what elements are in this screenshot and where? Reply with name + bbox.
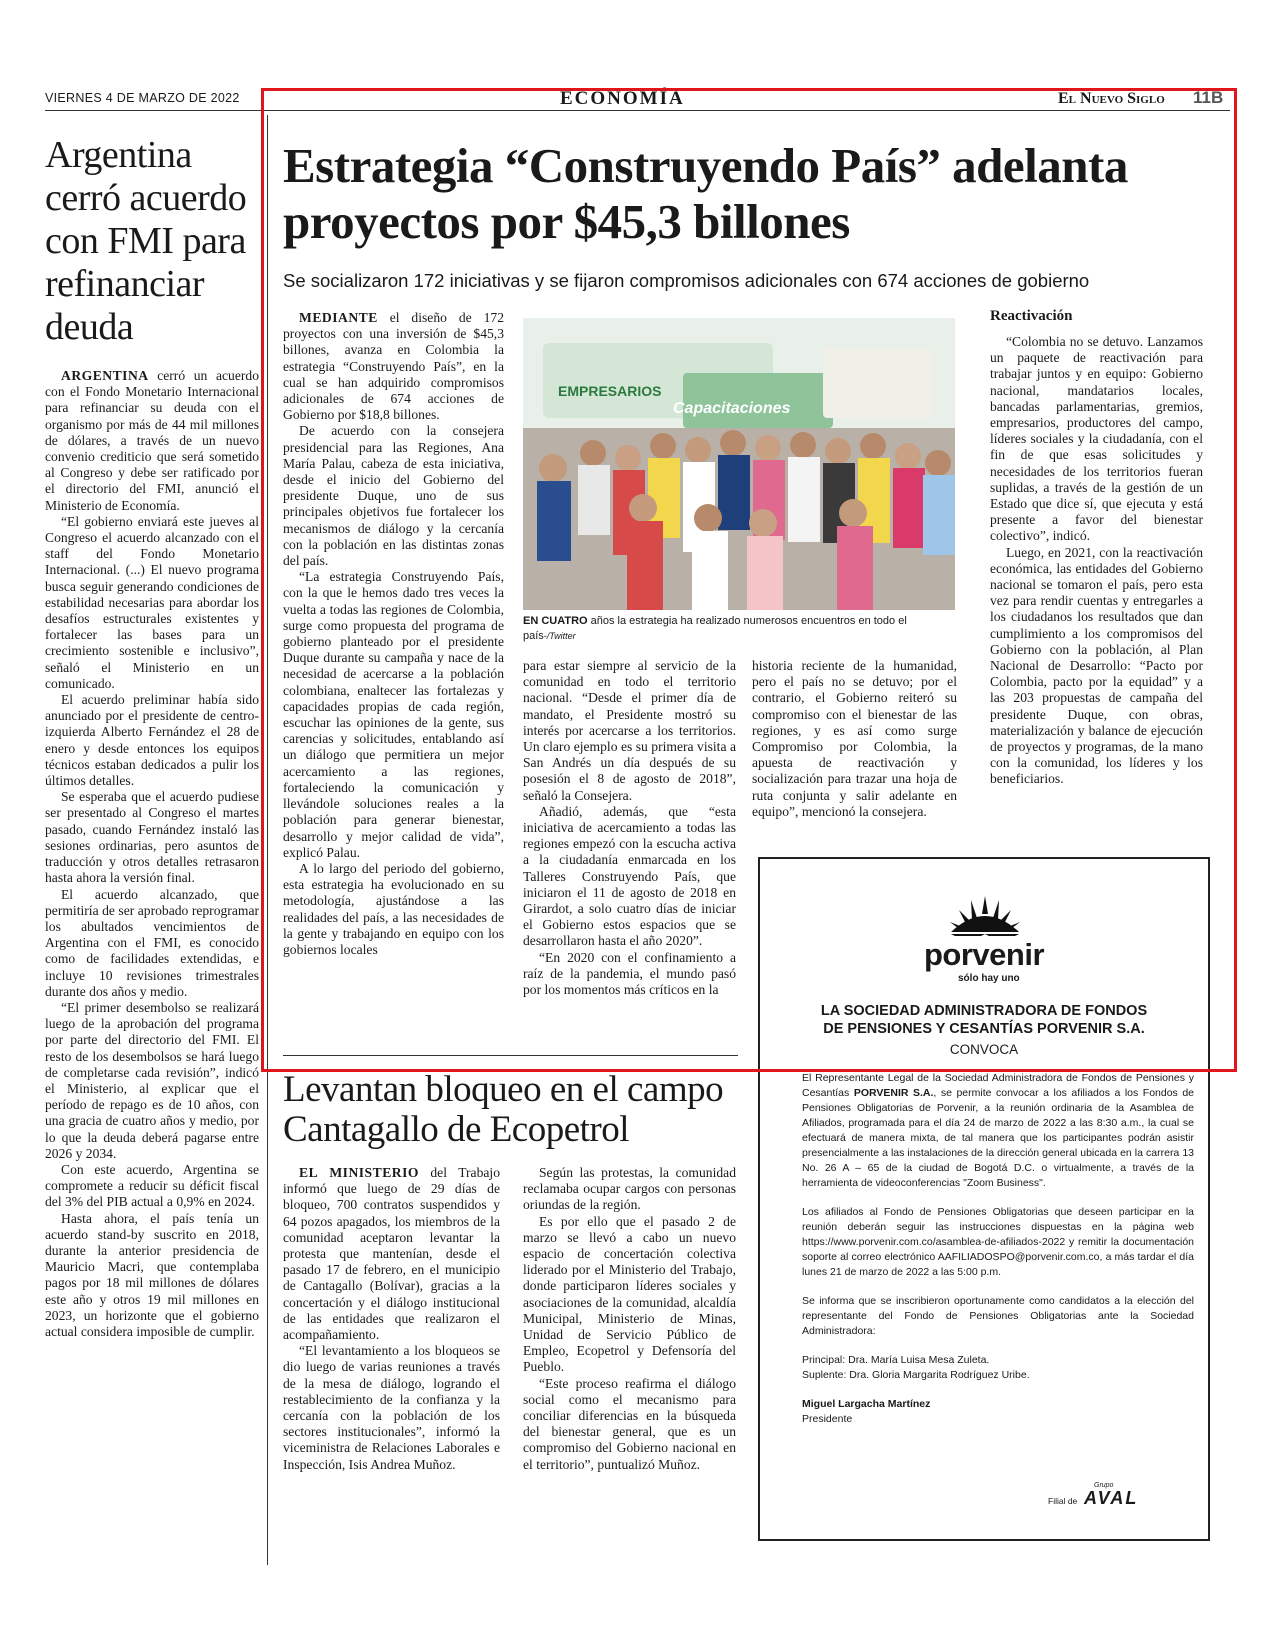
left-paragraph: El acuerdo alcanzado, que permitiría de ser aprobado reprogramar los abultados vencimientos de Argentina con el FMI, es conocido como de facilidades extendidas, e incluye 10 revisiones trimestrales durante dos años y medio. (45, 886, 259, 999)
issue-date: VIERNES 4 DE MARZO DE 2022 (45, 91, 240, 105)
reactivacion-title: Reactivación (990, 308, 1073, 324)
ad-signer-title: Presidente (802, 1413, 853, 1425)
bottom-headline: Levantan bloqueo en el campo Cantagallo de Ecopetrol (283, 1069, 724, 1150)
left-article-body (45, 368, 259, 1548)
main-paragraph: A lo largo del periodo del gobierno, esta estrategia ha evolucionado en su metodología, ajustándose a las realidades del país, a las necesidades de la gente y trabajando en equipo con los gobiernos locales (283, 860, 504, 957)
highlight-frame (261, 88, 1237, 1072)
ad-text: , se permite convocar a los afiliados a los Fondos de Pensiones Obligatorias de Porvenir, a la reunión ordinaria de la Asamblea de Afiliados, programada para el día 24 de marzo de 2022 a las 8:30 a.m., la cual se efectuará de manera mixta, de tal manera que los participantes podrán asistir presencialmente a las instalaciones de la dirección general ubicada en la carrera 13 No. 26 A – 65 de la ciudad de Bogotá D.C. o virtualmente, a través de la herramienta de videoconferencias "Zoom Business". (802, 1087, 1195, 1189)
grupo-label: Grupo (1094, 1482, 1114, 1489)
bottom-col-1 (283, 1165, 500, 1545)
photo-banner-text-2: Capacitaciones (673, 400, 791, 417)
main-subhead: Se socializaron 172 iniciativas y se fijaron compromisos adicionales con 674 acciones de gobierno (283, 270, 1090, 291)
aval-logo: AVAL (1084, 1488, 1139, 1508)
main-paragraph: “Colombia no se detuvo. Lanzamos un paquete de reactivación para trabajar juntos y en equipo: Gobierno nacional, mandatarios locales, bancadas parlamentarias, gremios, empresarios, productores del campo, líderes sociales y la ciudadanía, con el fin de que esas solicitudes y necesidades de los territorios fueran suplidas, a través de la gestión de un Estado que dice sí, que ejecuta y está presente a favor del bienestar colectivo”, indicó. (990, 334, 1203, 544)
main-paragraph: “En 2020 con el confinamiento a raíz de la pandemia, el mundo pasó por los momentos más críticos en la (523, 949, 736, 998)
ad-text: El Representante Legal de la Sociedad Administradora de Fondos de Pensiones y Cesantías (802, 1072, 1194, 1099)
ad-signer: Miguel Largacha Martínez (802, 1398, 931, 1410)
caption-text: años la estrategia ha realizado numerosos encuentros en todo el país (523, 615, 907, 642)
left-paragraph: “El primer desembolso se realizará luego de la aprobación del programa por parte del directorio del FMI. El resto de los desembolsos se hará luego de completarse cada revisión”, indicó el Ministerio, al explicar que el período de repago es de 10 años, con una gracia de cuatro años y medio, por lo que la deuda deberá pagarse entre 2026 y 2034. (45, 999, 259, 1161)
left-paragraph: Hasta ahora, el país tenía un acuerdo stand-by suscrito en 2018, durante la anterior presidencia de Mauricio Macri, que contemplaba pagos por 18 mil millones de dólares este año y otros 19 mil millones en 2023, un horizonte que el gobierno actual considera imposible de cumplir. (45, 1210, 259, 1339)
bottom-paragraph: Es por ello que el pasado 2 de marzo se llevó a cabo un nuevo espacio de concertación colectiva liderado por el Ministerio del Trabajo, donde participaron líderes sociales y asociaciones de la comunidad, alcaldía Municipal, Ministerio de Minas, Unidad de Servicio Público de Empleo, Ecopetrol y Defensoría del Pueblo. (523, 1213, 736, 1375)
left-lead: ARGENTINA (61, 368, 149, 383)
ad-text: Se informa que se inscribieron oportunamente como candidatos a la elección del representante del Fondo de Pensiones Obligatorias ante la Sociedad Administradora: (802, 1295, 1194, 1337)
left-paragraph: El acuerdo preliminar había sido anunciado por el presidente de centro-izquierda Alberto Fernández el 28 de enero y desde entonces los equipos técnicos estaban dedicados a pulir los últimos detalles. (45, 692, 259, 789)
main-paragraph: “La estrategia Construyendo País, con la que le hemos dado tres veces la vuelta a todas las regiones de Colombia, surge como propuesta del programa de gobierno planteado por el presidente Duque durante su campaña y nace de la necesidad de acercarse a la población colombiana, enaltecer las fortalezas y capacidades propias de cada región, escuchar las opiniones de la gente, sus carencias y solicitudes, entablando así un diálogo que permitiera un mejor acercamiento a las regiones, fortaleciendo la comunicación y llevándole soluciones reales a la población para generar bienestar, desarrollo y mejor calidad de vida”, explicó Palau. (283, 569, 504, 860)
bottom-lead: EL MINISTERIO (299, 1165, 419, 1180)
porvenir-tagline: sólo hay uno (958, 973, 1020, 984)
main-lead: MEDIANTE (299, 310, 378, 325)
ad-principal: Principal: Dra. María Luisa Mesa Zuleta. (802, 1354, 990, 1366)
ad-text: Los afiliados al Fondo de Pensiones Obligatorias que deseen participar en la reunión deberán seguir las instrucciones dispuestas en la página web https://www.porvenir.com.co/asamblea-de-afiliados-2022 y remitir la documentación soporte al correo electrónico AAFILIADOSPO@porvenir.com.co, a más tardar el día lunes 21 de marzo de 2022 a las 5:00 p.m. (802, 1206, 1194, 1278)
section-name: ECONOMÍA (560, 88, 685, 109)
photo-credit: -/Twitter (543, 631, 576, 641)
bottom-paragraph: Según las protestas, la comunidad reclamaba ocupar cargos con personas oriundas de la región. (523, 1165, 736, 1213)
porvenir-logo: porvenir (923, 937, 1045, 972)
ad-title-line: DE PENSIONES Y CESANTÍAS PORVENIR S.A. (823, 1021, 1145, 1037)
ad-convoca: CONVOCA (949, 1042, 1019, 1057)
main-paragraph: De acuerdo con la consejera presidencial para las Regiones, Ana María Palau, cabeza de esta iniciativa, desde el inicio del Gobierno del presidente Duque, uno de sus principales objetivos fue fortalecer los mecanismos de diálogo y la cercanía con la población en las distintas zonas del país. (283, 423, 504, 569)
bottom-paragraph: “Este proceso reafirma el diálogo social como el mecanismo para conciliar diferencias en la búsqueda del bienestar general, que es un compromiso del Gobierno nacional en el territorio”, puntualizó Muñoz. (523, 1375, 736, 1472)
main-paragraph: historia reciente de la humanidad, pero el país no se detuvo; por el contrario, el Gobierno reiteró su compromiso con el bienestar de las regiones, y es así como surge Compromiso por Colombia, la apuesta de reactivación y socialización para trazar una hoja de ruta conjunta y salir adelante en equipo”, mencionó la consejera. (752, 658, 957, 819)
caption-lead: EN CUATRO (523, 615, 588, 627)
bottom-col-2 (523, 1165, 736, 1545)
left-paragraph: Se esperaba que el acuerdo pudiese ser presentado al Congreso el martes pasado, cuando Fernández instaló las sesiones ordinarias, pero asuntos de traducción y otros detalles retrasaron hasta ahora la versión final. (45, 789, 259, 886)
main-paragraph: Luego, en 2021, con la reactivación económica, las entidades del Gobierno nacional se tomaron el país, pero esta vez para rendir cuentas y entregarles a los ciudadanos los resultados que dan cumplimiento a los compromisos del Gobierno con la población, al Plan Nacional de Desarrollo: “Pacto por Colombia, pacto por la equidad” y a las 203 propuestas de campaña del presidente Duque, con obras, materialización y balance de ejecución de proyectos y programas, de la mano con la comunidad, los líderes y los beneficiarios. (990, 544, 1203, 787)
left-paragraph: “El gobierno enviará este jueves al Congreso el acuerdo alcanzado con el staff del Fondo Monetario Internacional. (...) El nuevo programa busca seguir generando condiciones de estabilidad necesarias para abordar los desafíos estructurales existentes y fortalecer las bases para un crecimiento sostenible e inclusivo”, señaló el Ministerio en un comunicado. (45, 513, 259, 691)
page-number: 11B (1193, 88, 1224, 107)
photo-banner-text: EMPRESARIOS (558, 383, 662, 399)
left-paragraph: Con este acuerdo, Argentina se compromete a reducir su déficit fiscal del 3% del PIB actual a 0,9% en 2024. (45, 1161, 259, 1210)
left-paragraph: cerró un acuerdo con el Fondo Monetario Internacional para refinanciar su deuda con el organismo por más de 44 mil millones de dólares, a través de un nuevo convenio crediticio que será sometido al Congreso y debe ser ratificado por el directorio del FMI, anunció el Ministerio de Economía. (45, 368, 259, 513)
ad-body (802, 1071, 1194, 1427)
ad-company: PORVENIR S.A. (853, 1087, 934, 1099)
main-paragraph: para estar siempre al servicio de la comunidad en todo el territorio nacional. “Desde el primer día de mandato, el Presidente mostró su interés por acercarse a los territorios. Un claro ejemplo es su primera visita a San Andrés un día después de su posesión el 8 de agosto de 2018”, señaló la Consejera. (523, 658, 736, 803)
bottom-paragraph: “El levantamiento a los bloqueos se dio luego de varias reuniones a través de la mesa de diálogo, logrando el restablecimiento de la confianza y la cercanía con la población de los sectores institucionales”, informó la viceministra de Relaciones Laborales e Inspección, Isis Andrea Muñoz. (283, 1343, 500, 1472)
ad-title-line: LA SOCIEDAD ADMINISTRADORA DE FONDOS (820, 1003, 1148, 1019)
filial-label: Filial de (1048, 1496, 1078, 1506)
main-paragraph: Añadió, además, que “esta iniciativa de acercamiento a todas las regiones empezó con la escucha activa a la ciudadanía enmarcada en los Talleres Construyendo País, que iniciaron el 11 de agosto de 2018 en Girardot, a solo cuatro días de iniciar el Gobierno estos espacios que se desarrollaron hasta el año 2020”. (523, 803, 736, 949)
newspaper-name: El Nuevo Siglo (1058, 90, 1165, 107)
left-headline: Argentina cerró acuerdo con FMI para refinanciar deuda (45, 134, 247, 348)
bottom-paragraph: del Trabajo informó que luego de 29 días de bloqueo, 700 contratos suspendidos y 64 pozos apagados, los miembros de la comunidad aceptaron levantar la protesta que mantenían, desde el pasado 17 de febrero, en el municipio de Cantagallo (Bolívar), gracias a la concertación y el diálogo institucional de las entidades que realizaron el acompañamiento. (283, 1165, 500, 1343)
ad-suplente: Suplente: Dra. Gloria Margarita Rodríguez Uribe. (802, 1369, 1030, 1381)
main-paragraph: el diseño de 172 proyectos con una inversión de $45,3 billones, avanza en Colombia la estrategia “Construyendo País”, en la cual se han adquirido compromisos adicionales de 674 acciones de Gobierno por $18,8 billones. (283, 310, 504, 423)
main-headline: Estrategia “Construyendo País” adelanta proyectos por $45,3 billones (283, 138, 1128, 249)
